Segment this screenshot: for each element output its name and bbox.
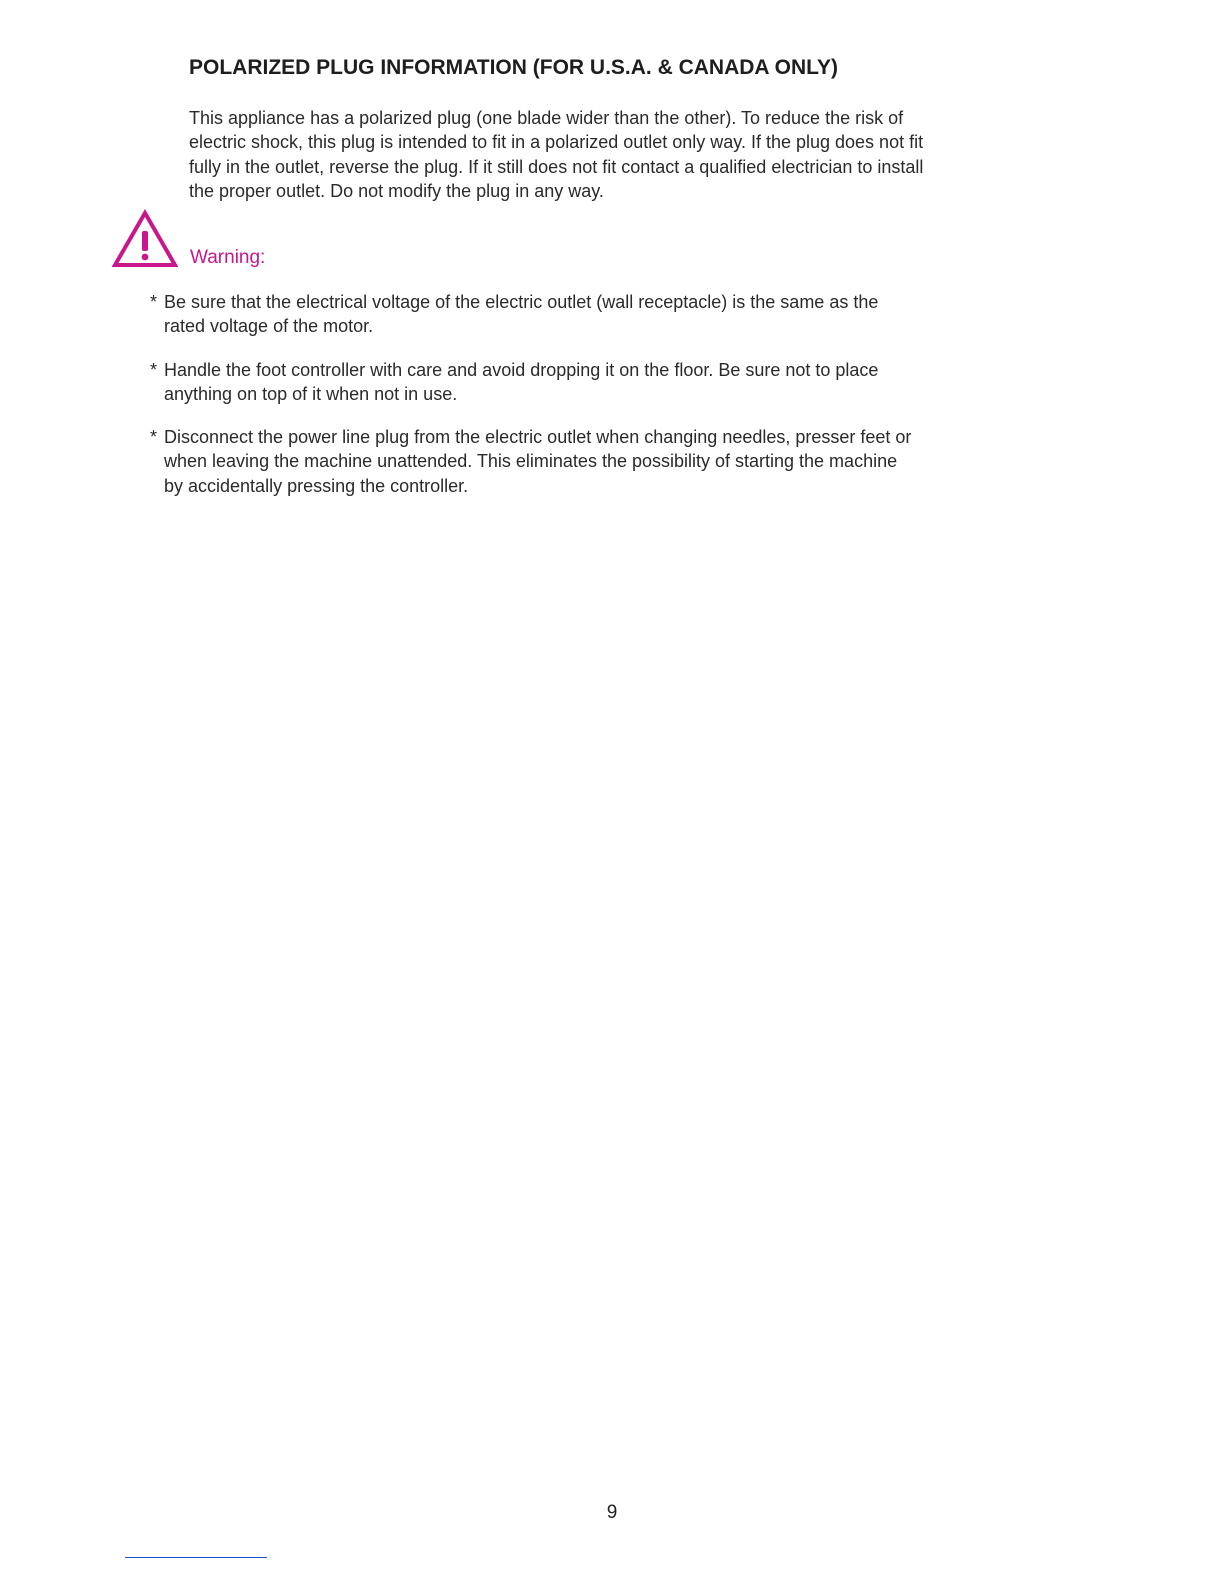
page-number: 9 <box>606 1502 618 1523</box>
bullet-marker: * <box>150 292 158 312</box>
section-heading: POLARIZED PLUG INFORMATION (FOR U.S.A. & CANADA ONLY) <box>189 56 839 79</box>
bullet-marker: * <box>150 359 158 380</box>
list-item-line: when leaving the machine unattended. This eliminates the possibility of starting the machine <box>164 451 898 472</box>
footer-divider <box>125 1557 267 1558</box>
intro-line: This appliance has a polarized plug (one blade wider than the other). To reduce the risk of <box>189 108 904 128</box>
list-item-line: by accidentally pressing the controller. <box>164 475 469 496</box>
list-item-line: Handle the foot controller with care and avoid dropping it on the floor. Be sure not to place <box>164 359 879 380</box>
intro-line: fully in the outlet, reverse the plug. If it still does not fit contact a qualified electrician to install <box>189 156 924 177</box>
list-item-line: anything on top of it when not in use. <box>164 383 458 404</box>
list-item <box>150 358 1030 407</box>
intro-line: electric shock, this plug is intended to fit in a polarized outlet only way. If the plug does not fit <box>189 132 924 153</box>
warning-triangle-icon <box>112 209 178 269</box>
list-item-line: rated voltage of the motor. <box>164 316 374 337</box>
list-item <box>150 290 1030 339</box>
intro-paragraph <box>189 106 1019 203</box>
warning-label: Warning: <box>190 247 266 268</box>
list-item <box>150 425 1030 498</box>
bullet-marker: * <box>150 427 158 448</box>
list-item-line: Be sure that the electrical voltage of the electric outlet (wall receptacle) is the same as the <box>164 292 879 312</box>
list-item-line: Disconnect the power line plug from the electric outlet when changing needles, presser feet or <box>164 427 912 448</box>
intro-line: the proper outlet. Do not modify the plug in any way. <box>189 180 604 201</box>
warning-list <box>150 290 1030 517</box>
